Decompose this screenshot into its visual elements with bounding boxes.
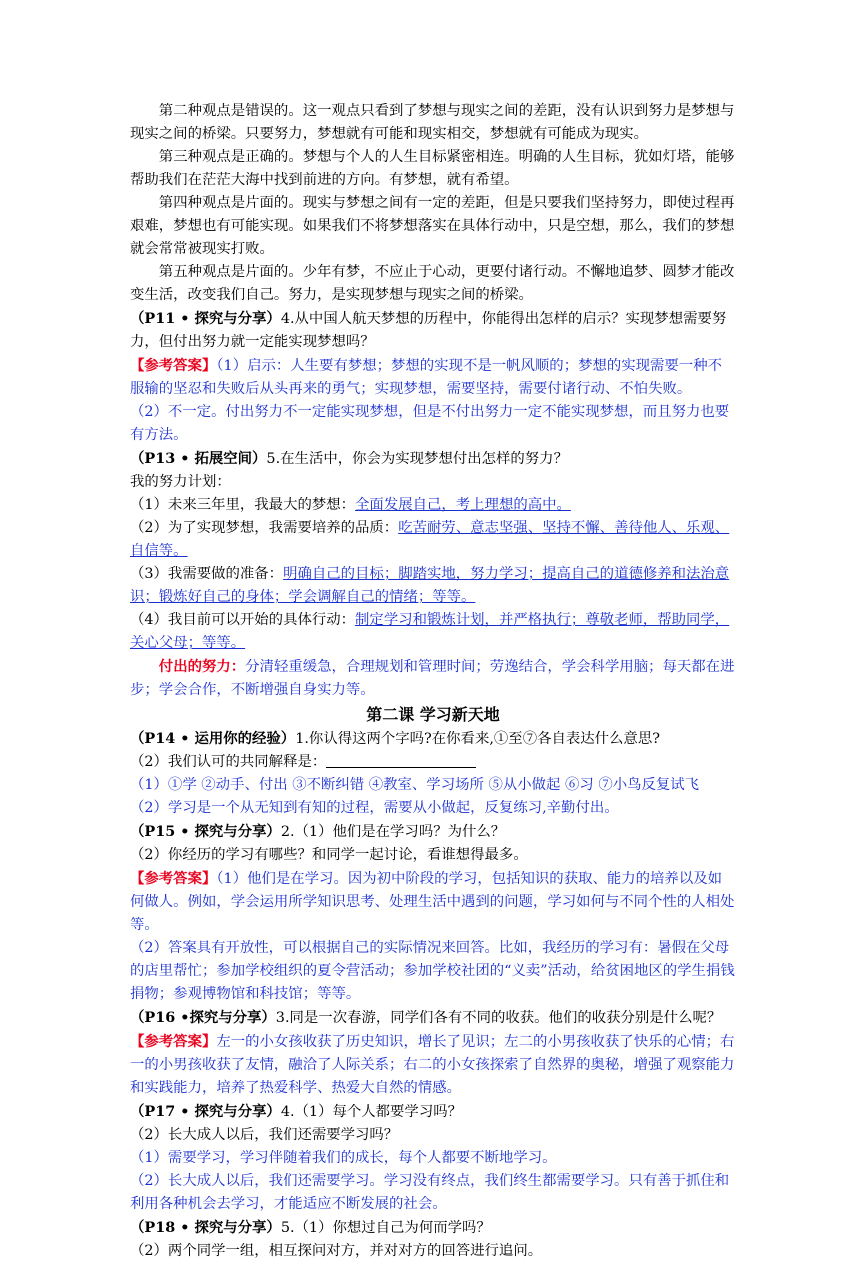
answer-text: （1）启示：人生要有梦想；梦想的实现不是一帆风顺的；梦想的实现需要一种不服输的坚忍和失败后从头再来的勇气；实现梦想，需要坚持，需要付诸行动、不怕失败。 — [130, 358, 722, 397]
paragraph-view-3: 第三种观点是正确的。梦想与个人的人生目标紧密相连。明确的人生目标，犹如灯塔，能够帮助我们在茫茫大海中找到前进的方向。有梦想，就有希望。 — [130, 149, 735, 188]
question-tag: （P18 • 探究与分享） — [130, 1219, 281, 1236]
question-4b — [130, 1100, 736, 1124]
question-text: 3.同是一次春游，同学们各有不同的收获。他们的收获分别是什么呢？ — [275, 1010, 722, 1026]
question-text: （2）我们认可的共同解释是： — [130, 754, 327, 770]
question-4b-part-2: （2）长大成人以后，我们还需要学习吗？ — [130, 1127, 399, 1143]
answer-2b-part-2: （2）答案具有开放性，可以根据自己的实际情况来回答。比如，我经历的学习有：暑假在父母的店里帮忙；参加学校组织的夏令营活动；参加学校社团的“义卖”活动，给贫困地区的学生捐钱捐物；参观博物馆和科技馆；等等。 — [130, 940, 735, 1002]
answer-4-part-2: （2）不一定。付出努力不一定能实现梦想，但是不付出努力一定不能实现梦想，而且努力也要有方法。 — [130, 404, 730, 443]
question-tag: （P13 • 拓展空间） — [130, 450, 267, 467]
plan-lead: （2）为了实现梦想，我需要培养的品质： — [130, 520, 399, 536]
question-3b — [130, 1006, 736, 1030]
plan-answer: 吃苦耐劳、意志坚强、坚持不懈、善待他人、乐观、自信等。 — [130, 520, 730, 559]
paragraph-view-5: 第五种观点是片面的。少年有梦，不应止于心动，更要付诸行动。不懈地追梦、圆梦才能改变生活，改变我们自己。努力，是实现梦想与现实之间的桥梁。 — [130, 264, 735, 303]
question-text: 5.（1）你想过自己为何而学吗？ — [280, 1220, 491, 1236]
effort-text: 分清轻重缓急，合理规划和管理时间；劳逸结合，学会科学用脑；每天都在进步；学会合作，不断增强自身实力等。 — [130, 659, 735, 698]
question-5 — [130, 447, 736, 471]
answer-3b — [130, 1030, 736, 1100]
paragraph-view-2: 第二种观点是错误的。这一观点只看到了梦想与现实之间的差距，没有认识到努力是梦想与现实之间的桥梁。只要努力，梦想就有可能和现实相交，梦想就有可能成为现实。 — [130, 103, 735, 142]
question-tag: （P14 • 运用你的经验） — [130, 730, 296, 747]
question-5b — [130, 1216, 736, 1240]
answer-tag: 【参考答案】 — [130, 357, 217, 374]
answer-text: （1）他们是在学习。因为初中阶段的学习，包括知识的获取、能力的培养以及如何做人。例如，学会运用所学知识思考、处理生活中遇到的问题，学习如何与不同个性的人相处等。 — [130, 871, 735, 933]
document-body — [130, 100, 736, 1263]
lesson-title: 第二课 学习新天地 — [366, 705, 500, 724]
question-text: 5.在生活中，你会为实现梦想付出怎样的努力？ — [266, 451, 568, 467]
question-tag: （P15 • 探究与分享） — [130, 823, 281, 840]
plan-answer: 制定学习和锻炼计划，并严格执行；尊敬老师，帮助同学，关心父母；等等。 — [130, 612, 730, 651]
question-4 — [130, 307, 736, 354]
plan-lead: （1）未来三年里，我最大的梦想： — [130, 497, 356, 513]
effort-paragraph — [130, 655, 736, 702]
question-2b-part-2: （2）你经历的学习有哪些？和同学一起讨论，看谁想得最多。 — [130, 847, 528, 863]
answer-4b: （1）需要学习，学习伴随着我们的成长，每个人都要不断地学习。 — [130, 1150, 557, 1166]
question-tag: （P16 •探究与分享） — [130, 1009, 276, 1026]
question-tag: （P11 • 探究与分享） — [130, 310, 281, 327]
question-text: 4.从中国人航天梦想的历程中，你能得出怎样的启示？实现梦想需要努力，但付出努力就一定能实现梦想吗？ — [130, 311, 727, 350]
question-1b — [130, 727, 736, 751]
answer-4b-part-2: （2）长大成人以后，我们还需要学习。学习没有终点，我们终生都需要学习。只有善于抓住和利用各种机会去学习，才能适应不断发展的社会。 — [130, 1173, 730, 1212]
answer-tag: 【参考答案】 — [130, 870, 217, 887]
question-text: 2.（1）他们是在学习吗？为什么？ — [280, 824, 506, 840]
answer-1b-part-2: （2）学习是一个从无知到有知的过程，需要从小做起，反复练习,辛勤付出。 — [130, 800, 619, 816]
plan-lead: （4）我目前可以开始的具体行动： — [130, 612, 356, 628]
answer-2b — [130, 867, 736, 937]
plan-lead: （3）我需要做的准备： — [130, 566, 284, 582]
question-tag: （P17 • 探究与分享） — [130, 1103, 281, 1120]
plan-answer: 全面发展自己，考上理想的高中。 — [355, 497, 571, 513]
question-2b — [130, 820, 736, 844]
answer-tag: 【参考答案】 — [130, 1033, 217, 1050]
question-text: 1.你认得这两个字吗?在你看来,①至⑦各自表达什么意思? — [295, 731, 660, 747]
paragraph-view-4: 第四种观点是片面的。现实与梦想之间有一定的差距，但是只要我们坚持努力，即使过程再艰难，梦想也有可能实现。如果我们不将梦想落实在具体行动中，只是空想，那么，我们的梦想就会常常被现实打败。 — [130, 195, 735, 257]
plan-item-3 — [130, 563, 736, 609]
question-text: 4.（1）每个人都要学习吗？ — [280, 1104, 462, 1120]
question-1b-part-2 — [130, 751, 736, 774]
plan-item-4 — [130, 609, 736, 655]
answer-1b: （1）①学 ②动手、付出 ③不断纠错 ④教室、学习场所 ⑤从小做起 ⑥习 ⑦小鸟反复试飞 — [130, 777, 700, 793]
plan-heading: 我的努力计划： — [130, 474, 231, 490]
effort-tag: 付出的努力： — [158, 658, 246, 675]
answer-4 — [130, 354, 736, 401]
plan-item-1 — [130, 494, 736, 517]
fill-blank[interactable] — [326, 753, 476, 768]
plan-answer: 明确自己的目标；脚踏实地，努力学习；提高自己的道德修养和法治意识；锻炼好自己的身体；学会调解自己的情绪；等等。 — [130, 566, 730, 605]
answer-text: 左一的小女孩收获了历史知识，增长了见识；左二的小男孩收获了快乐的心情；右一的小男孩收获了友情，融洽了人际关系；右二的小女孩探索了自然界的奥秘，增强了观察能力和实践能力，培养了热爱科学、热爱大自然的情感。 — [130, 1034, 735, 1096]
question-5b-part-2: （2）两个同学一组，相互探问对方，并对对方的回答进行追问。 — [130, 1243, 543, 1259]
plan-item-2 — [130, 517, 736, 563]
